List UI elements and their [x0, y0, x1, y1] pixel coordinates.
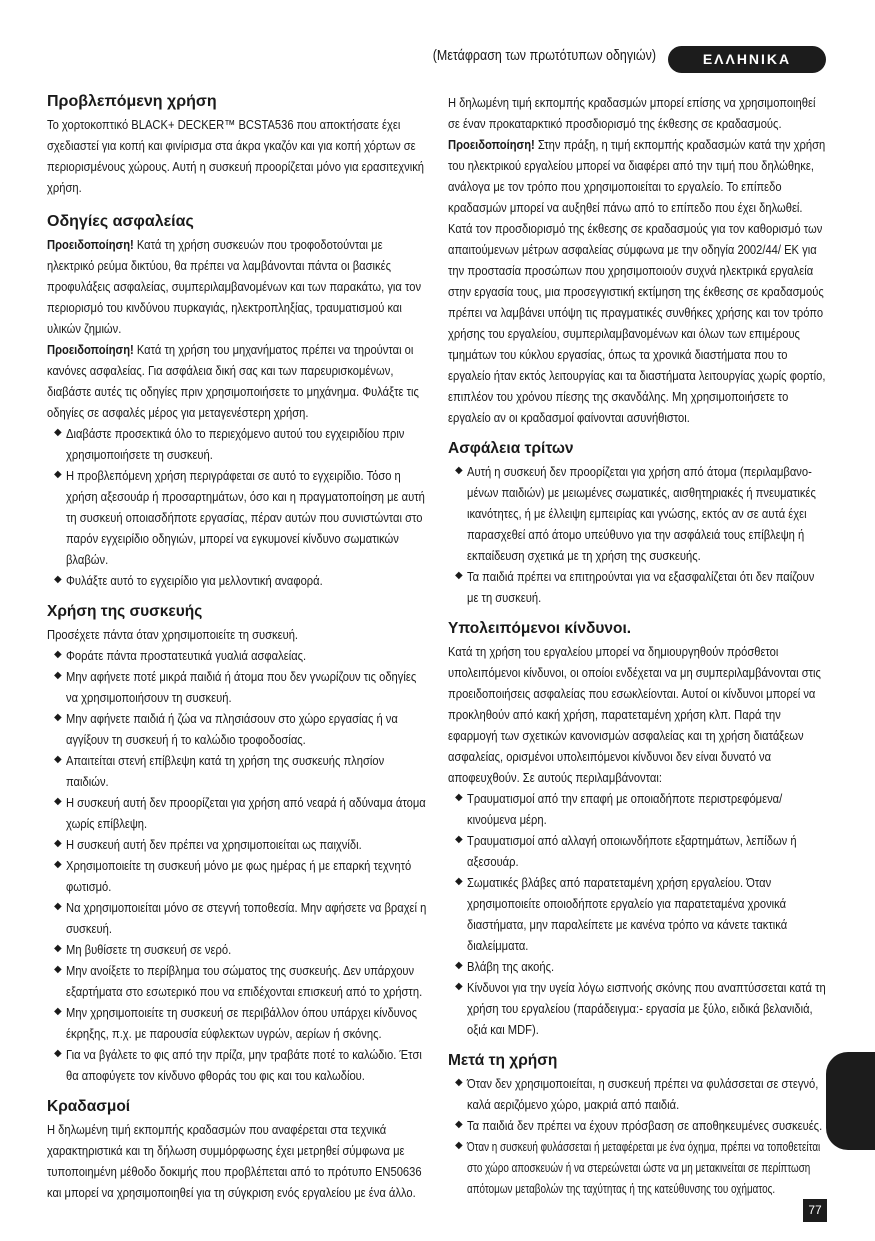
list-item: [448, 977, 828, 1040]
bullet-icon: ◆: [455, 876, 463, 887]
bullet-icon: ◆: [455, 1119, 463, 1130]
list-item-text: Αυτή η συσκευή δεν προορίζεται για χρήση από άτομα (περιλαμβανο- μένων παιδιών) με μειωμένες σωματικές, αισθητηριακές ή πνευματικές ικανότητες, ή με έλλειψη εμπειρίας και γνώσης, εκτός αν σε αυτά έχει παρασχεθεί από άτομο υπεύθυνο για την ασφάλειά τους επίβλεψη ή εκπαίδευση σχετικά με τη χρήση της συσκευής.: [467, 464, 816, 563]
warning-label: Προειδοποίηση!: [448, 137, 535, 152]
list-item-text: Μην χρησιμοποιείτε τη συσκευή σε περιβάλλον όπου υπάρχει κίνδυνος έκρηξης, π.χ. με παρουσία εύφλεκτων υγρών, αερίων ή σκόνης.: [66, 1005, 418, 1041]
warning-label: Προειδοποίηση!: [47, 342, 134, 357]
list-item: [47, 897, 427, 939]
bullet-icon: ◆: [54, 1048, 62, 1059]
bullet-icon: ◆: [54, 670, 62, 681]
bullet-icon: ◆: [455, 792, 463, 803]
warning-text: Κατά τη χρήση συσκευών που τροφοδοτούνται με ηλεκτρικό ρεύμα δικτύου, θα πρέπει να λαμβάνονται πάντα οι βασικές προφυλάξεις ασφαλείας, συμπεριλαμβανομένων και των παρακάτω, για τον περιορισμό του κινδύνου πυρκαγιάς, ηλεκτροπληξίας, τραυματισμού και υλικών ζημιών.: [47, 237, 422, 336]
list-item: [47, 1044, 427, 1086]
bullet-icon: ◆: [455, 981, 463, 992]
list-item-text: Τραυματισμοί από αλλαγή οποιωνδήποτε εξαρτημάτων, λεπίδων ή αξεσουάρ.: [467, 833, 797, 869]
list-item-text: Φυλάξτε αυτό το εγχειρίδιο για μελλοντική αναφορά.: [66, 573, 323, 588]
list-item: [47, 666, 427, 708]
list-item-text: Κίνδυνοι για την υγεία λόγω εισπνοής σκόνης που αναπτύσσεται κατά τη χρήση του εργαλείου (παράδειγμα:- εργασία με ξύλο, ειδικά βελανιδιά, οξιά και MDF).: [467, 980, 826, 1037]
list-item-text: Η προβλεπόμενη χρήση περιγράφεται σε αυτό το εγχειρίδιο. Τόσο η χρήση αξεσουάρ ή προσαρτημάτων, όσο και η πραγματοποίηση με αυτή τη συσκευή οποιασδήποτε εργασίας, πέραν αυτών που συνιστώνται στο παρόν εγχειρίδιο οδηγιών, μπορεί να εγκυμονεί κίνδυνο σωματικών βλαβών.: [66, 468, 425, 567]
list-item-text: Τα παιδιά πρέπει να επιτηρούνται για να εξασφαλίζεται ότι δεν παίζουν με τη συσκευή.: [467, 569, 815, 605]
list-item-text: Τα παιδιά δεν πρέπει να έχουν πρόσβαση σε αποθηκευμένες συσκευές.: [467, 1118, 823, 1133]
safety-warning-2: [47, 339, 427, 423]
bullet-icon: ◆: [54, 943, 62, 954]
bullet-icon: ◆: [54, 649, 62, 660]
warning-label: Προειδοποίηση!: [47, 237, 134, 252]
list-item-text: Απαιτείται στενή επίβλεψη κατά τη χρήση της συσκευής πλησίον παιδιών.: [66, 753, 385, 789]
list-item: [47, 708, 427, 750]
bullet-icon: ◆: [455, 465, 463, 476]
after-use-heading: Μετά τη χρήση: [448, 1052, 558, 1069]
warning-text: Κατά τη χρήση του μηχανήματος πρέπει να τηρούνται οι κανόνες ασφαλείας. Για ασφάλεια δική σας και των παρευρισκομένων, διαβάστε αυτές τις οδηγίες πριν χρησιμοποιήσετε το μηχάνημα. Φυλάξτε τις οδηγίες σε ασφαλές μέρος για μεταγενέστερη χρήση.: [47, 342, 419, 420]
safety-bullets: [47, 423, 427, 591]
list-item-text: Σωματικές βλάβες από παρατεταμένη χρήση εργαλείου. Όταν χρησιμοποιείτε οποιοδήποτε εργαλείο για παρατεταμένα χρονικά διαστήματα, μην παραλείπετε με κανένα τρόπο να κάνετε τακτικά διαλείμματα.: [467, 875, 788, 953]
list-item-text: Χρησιμοποιείτε τη συσκευή μόνο με φως ημέρας ή με επαρκή τεχνητό φωτισμό.: [66, 858, 412, 894]
list-item-text: Να χρησιμοποιείται μόνο σε στεγνή τοποθεσία. Μην αφήσετε να βραχεί η συσκευή.: [66, 900, 427, 936]
bullet-icon: ◆: [54, 712, 62, 723]
list-item: [47, 570, 427, 591]
list-item-text: Μην αφήνετε παιδιά ή ζώα να πλησιάσουν στο χώρο εργασίας ή να αγγίξουν τη συσκευή ή το καλώδιο τροφοδοσίας.: [66, 711, 398, 747]
translation-note: (Μετάφραση των πρωτότυπων οδηγιών): [432, 48, 656, 64]
list-item: [47, 834, 427, 855]
vibration-cont-text: Η δηλωμένη τιμή εκπομπής κραδασμών μπορεί επίσης να χρησιμοποιηθεί σε έναν προκαταρκτικό προσδιορισμό της έκθεσης σε κραδασμούς.: [448, 95, 816, 131]
bullet-icon: ◆: [455, 1077, 463, 1088]
device-use-intro: Προσέχετε πάντα όταν χρησιμοποιείτε τη συσκευή.: [47, 627, 299, 642]
list-item-text: Βλάβη της ακοής.: [467, 959, 555, 974]
vibration-heading: Κραδασμοί: [47, 1098, 131, 1115]
bullet-icon: ◆: [54, 859, 62, 870]
residual-risks-bullets: [448, 788, 828, 1040]
list-item-text: Η συσκευή αυτή δεν προορίζεται για χρήση από νεαρά ή αδύναμα άτομα χωρίς επίβλεψη.: [66, 795, 426, 831]
right-column: [448, 92, 828, 1199]
warning-text: Στην πράξη, η τιμή εκπομπής κραδασμών κατά την χρήση του ηλεκτρικού εργαλείου μπορεί να διαφέρει από την τιμή που δηλώθηκε, ανάλογα με τον τρόπο που χρησιμοποιείται το εργαλείο. Το επίπεδο κραδασμών μπορεί να αυξηθεί πάνω από το επίπεδο που έχει δηλωθεί. Κατά τον προσδιορισμό της έκθεσης σε κραδασμούς για τον καθορισμό των απαιτούμενων μέτρων ασφαλείας σύμφωνα με την οδηγία 2002/44/ ΕΚ για την προστασία προσώπων που χρησιμοποιούν συχνά ηλεκτρικά εργαλεία στην εργασία τους, μια προσεγγιστική εκτίμηση της έκθεσης σε κραδασμούς πρέπει να λαμβάνει υπόψη τις πραγματικές συνθήκες χρήσης και τον τρόπο χρήσης του εργαλείου, συμπεριλαμβανομένων και όλων των επιμέρους τμημάτων του κύκλου εργασίας, όπως τα χρονικά διαστήματα που το εργαλείο ήταν εκτός λειτουργίας και τα διαστήματα λειτουργίας χωρίς φορτίο, επιπλέον του χρόνου πίεσης της σκανδάλης. Μη χρησιμοποιήσετε το εργαλείο αν οι κραδασμοί φαίνονται ασυνήθιστοι.: [448, 137, 826, 425]
third-party-heading: Ασφάλεια τρίτων: [448, 440, 574, 457]
bullet-icon: ◆: [54, 901, 62, 912]
vibration-warning: [448, 134, 828, 428]
left-column: [47, 92, 427, 1203]
bullet-icon: ◆: [455, 960, 463, 971]
list-item: [448, 566, 828, 608]
device-use-heading: Χρήση της συσκευής: [47, 603, 203, 620]
list-item: [448, 956, 828, 977]
bullet-icon: ◆: [455, 1140, 463, 1151]
list-item: [47, 960, 427, 1002]
vibration-text: Η δηλωμένη τιμή εκπομπής κραδασμών που αναφέρεται στα τεχνικά χαρακτηριστικά και τη δήλωση συμμόρφωσης έχει μετρηθεί σύμφωνα με τυποποιημένη μέθοδο δοκιμής που προβλέπεται από το πρότυπο EN50636 και μπορεί να χρησιμοποιηθεί για τη σύγκριση ενός εργαλείου με ένα άλλο.: [47, 1122, 422, 1200]
list-item: [448, 830, 828, 872]
residual-risks-text: Κατά τη χρήση του εργαλείου μπορεί να δημιουργηθούν πρόσθετοι υπολειπόμενοι κίνδυνοι, οι οποίοι ενδέχεται να μη συμπεριλαμβάνονται στις προειδοποιήσεις ασφαλείας που εσωκλείονται. Αυτοί οι κίνδυνοι μπορεί να προκληθούν από κακή χρήση, παρατεταμένη χρήση κλπ. Παρά την εφαρμογή των σχετικών κανονισμών ασφαλείας και τη χρήση διατάξεων ασφαλείας, ορισμένοι υπολειπόμενοι κίνδυνοι δεν είναι δυνατό να αποφευχθούν. Σε αυτούς περιλαμβάνονται:: [448, 644, 821, 785]
list-item-text: Μην ανοίξετε το περίβλημα του σώματος της συσκευής. Δεν υπάρχουν εξαρτήματα στο εσωτερικό που να επιδέχονται επισκευή από το χρήστη.: [66, 963, 423, 999]
safety-warning-1: [47, 234, 427, 339]
bullet-icon: ◆: [54, 796, 62, 807]
bullet-icon: ◆: [455, 570, 463, 581]
list-item: [47, 645, 427, 666]
list-item: [47, 423, 427, 465]
list-item-text: Μη βυθίσετε τη συσκευή σε νερό.: [66, 942, 232, 957]
list-item-text: Η συσκευή αυτή δεν πρέπει να χρησιμοποιείται ως παιχνίδι.: [66, 837, 362, 852]
bullet-icon: ◆: [54, 427, 62, 438]
third-party-bullets: [448, 461, 828, 608]
list-item: [448, 1136, 828, 1199]
intended-use-text: Το χορτοκοπτικό BLACK+ DECKER™ BCSTA536 που αποκτήσατε έχει σχεδιαστεί για κοπή και φινίρισμα στα άκρα γκαζόν και για κοπή χόρτων σε περιορισμένους χώρους. Αυτή η συσκευή προορίζεται μόνο για ερασιτεχνική χρήση.: [47, 117, 425, 195]
safety-heading: Οδηγίες ασφαλείας: [47, 213, 194, 230]
list-item: [448, 461, 828, 566]
list-item-text: Φοράτε πάντα προστατευτικά γυαλιά ασφαλείας.: [66, 648, 307, 663]
list-item: [47, 792, 427, 834]
list-item: [47, 1002, 427, 1044]
list-item-text: Διαβάστε προσεκτικά όλο το περιεχόμενο αυτού του εγχειριδίου πριν χρησιμοποιήσετε τη συσκευή.: [66, 426, 405, 462]
list-item: [448, 1115, 828, 1136]
list-item-text: Όταν δεν χρησιμοποιείται, η συσκευή πρέπει να φυλάσσεται σε στεγνό, καλά αεριζόμενο χώρο, μακριά από παιδιά.: [467, 1076, 819, 1112]
list-item: [448, 788, 828, 830]
bullet-icon: ◆: [54, 1006, 62, 1017]
list-item-text: Μην αφήνετε ποτέ μικρά παιδιά ή άτομα που δεν γνωρίζουν τις οδηγίες να χρησιμοποιήσουν τη συσκευή.: [66, 669, 417, 705]
list-item: [47, 939, 427, 960]
bullet-icon: ◆: [54, 838, 62, 849]
bullet-icon: ◆: [455, 834, 463, 845]
after-use-bullets: [448, 1073, 828, 1199]
device-use-bullets: [47, 645, 427, 1086]
intended-use-heading: Προβλεπόμενη χρήση: [47, 93, 217, 110]
list-item-text: Για να βγάλετε το φις από την πρίζα, μην τραβάτε ποτέ το καλώδιο. Έτσι θα αποφύγετε τον κίνδυνο φθοράς του φις και του καλωδίου.: [66, 1047, 422, 1083]
list-item: [448, 1073, 828, 1115]
list-item: [448, 872, 828, 956]
residual-risks-heading: Υπολειπόμενοι κίνδυνοι.: [448, 620, 632, 637]
list-item: [47, 465, 427, 570]
list-item: [47, 750, 427, 792]
side-tab: [826, 1052, 875, 1150]
list-item: [47, 855, 427, 897]
page-number: 77: [803, 1199, 827, 1222]
list-item-text: Όταν η συσκευή φυλάσσεται ή μεταφέρεται με ένα όχημα, πρέπει να τοποθετείται στο χώρο αποσκευών ή να στερεώνεται ώστε να μη μετακινείται σε περίπτωση απότομων μεταβολών της ταχύτητας ή της κατεύθυνσης του οχήματος.: [467, 1139, 821, 1196]
bullet-icon: ◆: [54, 964, 62, 975]
bullet-icon: ◆: [54, 469, 62, 480]
list-item-text: Τραυματισμοί από την επαφή με οποιαδήποτε περιστρεφόμενα/ κινούμενα μέρη.: [467, 791, 783, 827]
language-badge: ΕΛΛΗΝΙΚΑ: [668, 46, 826, 73]
bullet-icon: ◆: [54, 754, 62, 765]
bullet-icon: ◆: [54, 574, 62, 585]
